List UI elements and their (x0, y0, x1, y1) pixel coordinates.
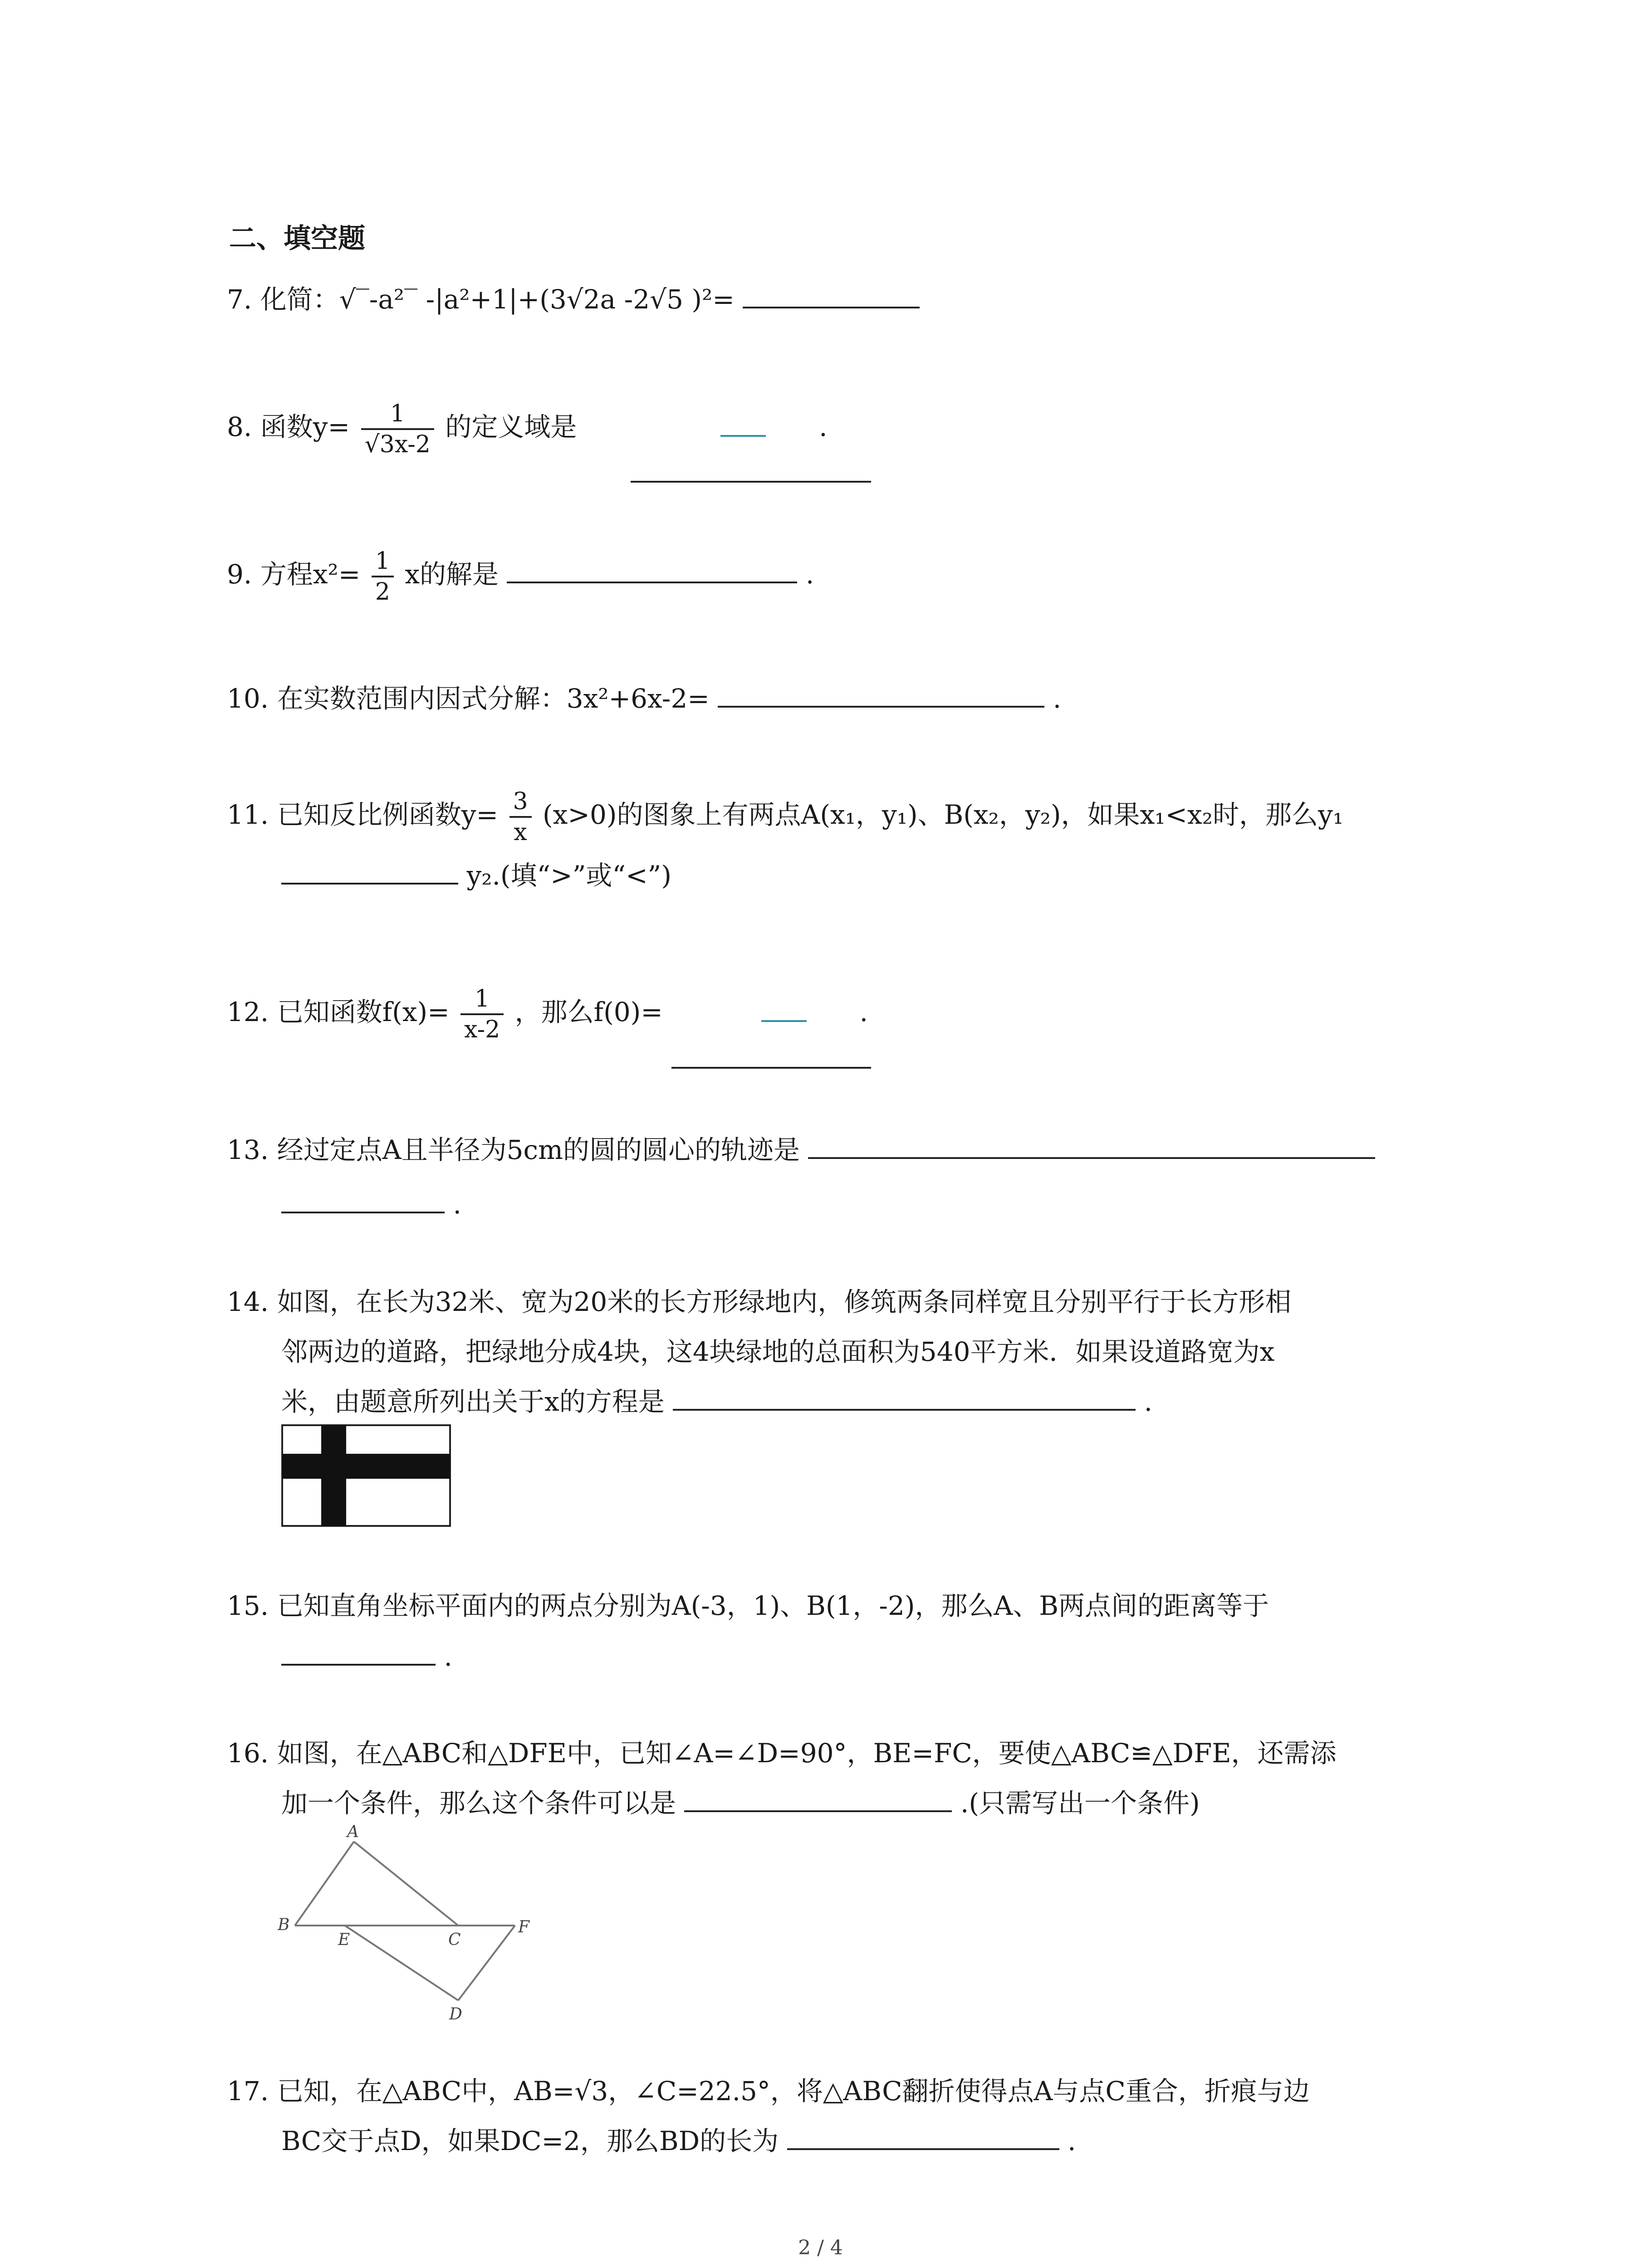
question-14-line3 (281, 1383, 1152, 1420)
separator-mark (720, 421, 766, 437)
question-number: 15. (227, 1590, 269, 1621)
question-number: 12. (227, 997, 269, 1028)
label-A: A (347, 1823, 359, 1841)
answer-blank[interactable] (684, 1788, 952, 1812)
answer-blank[interactable] (281, 860, 458, 885)
question-13-line2 (281, 1186, 461, 1222)
question-10 (227, 680, 1061, 717)
fraction-denominator: √3x-2 (361, 428, 434, 459)
question-line3: 米，由题意所列出关于x的方程是 (281, 1386, 665, 1417)
horizontal-road (282, 1454, 450, 1479)
question-line2: 加一个条件，那么这个条件可以是 (281, 1788, 676, 1818)
vertical-road (321, 1425, 346, 1526)
question-15-line2 (281, 1638, 452, 1675)
figure-16-triangles (268, 1823, 540, 2023)
question-17 (227, 2073, 1310, 2109)
answer-blank[interactable] (718, 683, 1044, 708)
answer-blank[interactable] (281, 1189, 445, 1213)
answer-blank[interactable] (787, 2126, 1059, 2150)
question-8 (227, 399, 828, 459)
question-prefix: 函数y= (260, 411, 350, 443)
answer-blank[interactable] (808, 1134, 1375, 1159)
question-16-line2 (281, 1785, 1200, 1821)
question-text: 在实数范围内因式分解：3x²+6x-2= (277, 683, 710, 714)
question-end: . (805, 559, 814, 590)
question-13 (227, 1132, 1375, 1168)
question-end: . (859, 997, 868, 1028)
question-number: 17. (227, 2076, 269, 2107)
question-number: 16. (227, 1738, 269, 1769)
question-15 (227, 1588, 1269, 1624)
question-number: 11. (227, 799, 269, 831)
question-line1: 如图，在长为32米、宽为20米的长方形绿地内，修筑两条同样宽且分别平行于长方形相 (277, 1286, 1292, 1317)
answer-blank[interactable] (671, 1049, 871, 1069)
question-line2: 邻两边的道路，把绿地分成4块，这4块绿地的总面积为540平方米．如果设道路宽为x (281, 1336, 1275, 1367)
question-14-line2 (281, 1334, 1274, 1370)
answer-blank[interactable] (507, 559, 797, 583)
question-text: 化简：√‾-a²‾ -|a²+1|+(3√2a -2√5 )²= (260, 284, 735, 315)
question-line2: BC交于点D，如果DC=2，那么BD的长为 (281, 2126, 779, 2156)
label-E: E (338, 1931, 350, 1949)
figure-14-roads (281, 1424, 454, 1529)
question-text: 已知直角坐标平面内的两点分别为A(-3，1)、B(1，-2)，那么A、B两点间的距离等于 (277, 1590, 1269, 1621)
question-prefix: 已知函数f(x)= (277, 997, 450, 1028)
question-number: 14. (227, 1286, 269, 1317)
fraction (460, 984, 504, 1044)
fraction-denominator: x (509, 816, 532, 847)
answer-blank[interactable] (743, 284, 920, 308)
fraction-denominator: x-2 (460, 1013, 504, 1044)
question-number: 7. (227, 284, 252, 315)
segment-ED (345, 1926, 458, 2000)
question-7 (227, 281, 920, 318)
question-11 (227, 787, 1343, 847)
fraction-numerator: 3 (513, 788, 528, 815)
question-end: . (1053, 683, 1062, 714)
label-D: D (449, 2005, 462, 2023)
question-12 (227, 984, 868, 1044)
question-end: . (1144, 1386, 1153, 1417)
question-number: 9. (227, 559, 252, 590)
fraction (361, 399, 434, 459)
question-end: . (444, 1641, 452, 1672)
question-text: 经过定点A且半径为5cm的圆的圆心的轨迹是 (277, 1134, 800, 1165)
label-B: B (278, 1916, 290, 1934)
question-9 (227, 547, 814, 606)
answer-blank[interactable] (631, 463, 871, 483)
question-line2: y₂.(填“>”或“<”) (466, 860, 671, 891)
question-end: .(只需写出一个条件) (960, 1788, 1200, 1818)
question-16 (227, 1735, 1337, 1771)
question-number: 10. (227, 683, 269, 714)
question-suffix: (x>0)的图象上有两点A(x₁，y₁)、B(x₂，y₂)，如果x₁<x₂时，那么y₁ (543, 799, 1344, 831)
question-suffix: 的定义域是 (445, 411, 577, 443)
question-line1: 已知，在△ABC中，AB=√3，∠C=22.5°，将△ABC翻折使得点A与点C重合，折痕与边 (277, 2076, 1310, 2107)
fraction-numerator: 1 (475, 985, 490, 1012)
question-suffix: x的解是 (405, 559, 499, 590)
segment-DF (458, 1926, 515, 2000)
fraction-denominator: 2 (372, 576, 394, 606)
fraction (509, 787, 532, 847)
question-end: . (819, 411, 828, 443)
question-prefix: 已知反比例函数y= (277, 799, 499, 831)
segment-BA (295, 1842, 354, 1926)
fraction (372, 547, 394, 606)
page-number: 2 / 4 (798, 2236, 843, 2259)
answer-blank[interactable] (673, 1386, 1136, 1411)
question-11-line2 (281, 857, 671, 894)
fraction-numerator: 1 (390, 400, 405, 427)
question-number: 13. (227, 1134, 269, 1165)
fraction-numerator: 1 (375, 547, 390, 575)
question-number: 8. (227, 411, 252, 443)
question-prefix: 方程x²= (260, 559, 361, 590)
question-line1: 如图，在△ABC和△DFE中，已知∠A=∠D=90°，BE=FC，要使△ABC≌△DFE，还需添 (277, 1738, 1337, 1769)
question-suffix: ，那么f(0)= (514, 997, 663, 1028)
question-end: . (453, 1189, 461, 1220)
separator-mark (761, 1007, 807, 1022)
question-14 (227, 1284, 1291, 1320)
section-title: 二、填空题 (229, 223, 365, 254)
question-end: . (1067, 2126, 1076, 2156)
segment-AC (354, 1842, 458, 1926)
question-17-line2 (281, 2123, 1076, 2159)
label-C: C (448, 1931, 461, 1949)
label-F: F (518, 1918, 529, 1936)
answer-blank[interactable] (281, 1641, 436, 1666)
